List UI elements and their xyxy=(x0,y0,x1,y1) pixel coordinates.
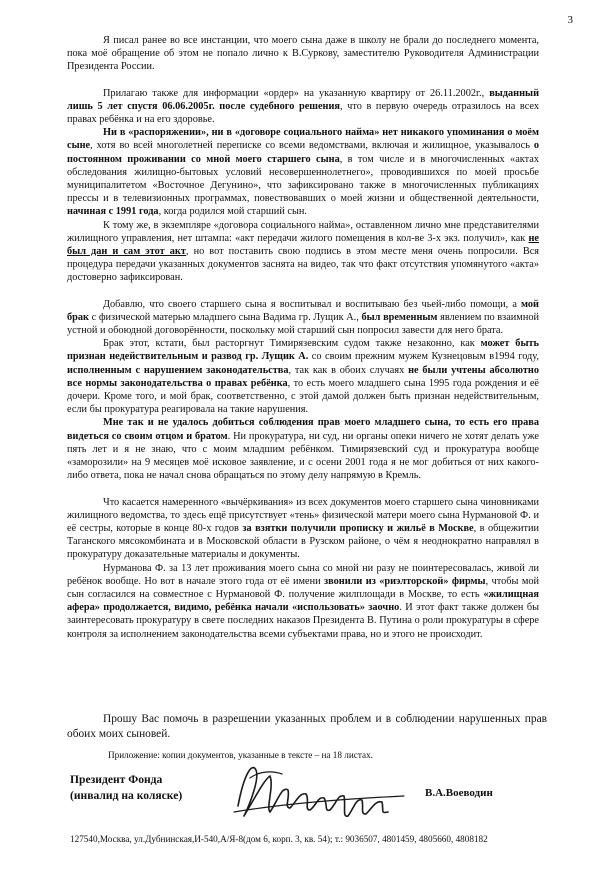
emphasis-text: исполненным с нарушением законодательства xyxy=(67,364,289,376)
text-segment: с физической матерью младшего сына Вадима гр. Лущик А., xyxy=(88,311,362,323)
emphasis-text: выданный лишь 5 лет спустя 06.06.2005г. после судебного решения xyxy=(67,87,539,112)
emphasis-text: не были учтены абсолютно все нормы законодательства о правах ребёнка xyxy=(67,364,539,389)
closing-request: Прошу Вас помочь в разрешении указанных проблем и в соблюдении нарушенных прав обоих моих сыновей. xyxy=(67,713,547,740)
page-number: 3 xyxy=(567,14,573,26)
emphasis-text: был временным xyxy=(361,311,438,323)
emphasis-text: о постоянном проживании со мной моего старшего сына xyxy=(67,140,539,165)
attachment-note: Приложение: копии документов, указанные в тексте – на 18 листах. xyxy=(108,750,373,760)
text-segment: , так как в обоих случаях xyxy=(288,364,409,376)
emphasis-text: Ни в «распоряжении», ни в «договоре социального найма» нет никакого упоминания о моём сыне xyxy=(67,127,539,152)
text-segment: Добавлю, что своего старшего сына я воспитывал и воспитываю без чьей-либо помощи, а xyxy=(103,298,522,310)
signatory-title-line2: (инвалид на коляске) xyxy=(70,789,183,802)
text-segment: со своим прежним мужем Кузнецовым в1994 году, xyxy=(308,351,539,363)
paragraph xyxy=(67,34,539,74)
paragraph xyxy=(67,219,539,285)
text-segment: , чтобы мой сын согласился на совместное с Нурмановой Ф. получение жилплощади в Москве, то есть xyxy=(67,575,539,600)
emphasis-text: звонили из «риэлторской» фирмы xyxy=(324,575,486,587)
emphasis-text: начиная с 1991 года xyxy=(67,206,159,218)
text-segment: , когда родился мой старший сын. xyxy=(158,206,307,218)
emphasis-text: не был дан и сам этот акт xyxy=(67,232,539,258)
signatory-title xyxy=(70,772,182,804)
text-segment: Нурманова Ф. за 13 лет проживания моего сына со мной ни разу не поинтересовалась, живой ли ребёнок вообще. Но вот в начале этого года от её имени xyxy=(67,562,539,587)
text-segment: Прилагаю также для информации «ордер» на указанную квартиру от 26.11.2002г., xyxy=(103,87,490,99)
letter-body xyxy=(67,34,539,641)
paragraph xyxy=(67,126,539,218)
text-segment: К тому же, в экземпляре «договора социального найма», оставленном лично мне представителями жилищного управления, нет штампа: «акт передачи жилого помещения в кол-ве 3-х экз. получил», как xyxy=(67,219,539,244)
text-segment: явлением по взаимной устной и обоюдной договорённости, поскольку мой старший сын попросил завести для него брата. xyxy=(67,311,539,337)
emphasis-text: мой брак xyxy=(67,298,539,323)
emphasis-text: может быть признан недействительным и развод гр. Лущик А. xyxy=(67,338,539,363)
paragraph xyxy=(67,298,539,338)
text-segment: Я писал ранее во все инстанции, что моего сына даже в школу не брали до последнего момента, пока моё обращение об этом не попало лично к В.Суркову, заместителю Руководителя Администрации Президента России. xyxy=(67,35,539,73)
text-segment: . И этот факт также должен бы заинтересовать прокуратуру в свете последних наказов Президента В. Путина о роли прокуратуры в сфере контроля за исполнением законодательства всеми субъектами права, но и этого не происходит. xyxy=(67,602,539,640)
emphasis-text: «жилищная афера» продолжается, видимо, ребёнка начали «использовать» заочно xyxy=(67,588,539,614)
emphasis-text: Мне так и не удалось добиться соблюдения прав моего младшего сына, то есть его права видеться со своим отцом и братом xyxy=(67,417,539,442)
signatory-name: В.А.Воеводин xyxy=(425,787,493,799)
text-segment: , то есть моего младшего сына 1995 года рождения и её дочери. Кроме того, и мой брак, соответственно, с этой дамой должен быть признан недействительным, если бы прокуратура реагировала на такие нарушения. xyxy=(67,377,540,416)
text-segment: , что в первую очередь отразилось на всех правах ребёнка и на его здоровье. xyxy=(67,100,539,126)
emphasis-text: за взятки получили прописку и жильё в Москве xyxy=(242,522,474,534)
text-segment: , в общежитии Таганского мясокомбината и в Московской области в Рузском районе, о чём я неоднократно направлял в прокуратуру доказательные материалы и документы. xyxy=(67,522,539,561)
paragraph xyxy=(67,337,539,416)
paragraph xyxy=(67,562,539,641)
paragraph xyxy=(67,496,539,562)
handwritten-signature xyxy=(230,756,410,828)
text-segment: . Ни прокуратура, ни суд, ни органы опеки ничего не хотят делать уже пять лет и я не знаю, что с моим младшим ребёнком. Тимирязевский суд и прокуратура вообще «заморозили» на 9 месяцев моё исковое заявление, и с осени 2001 года я не мог добиться от них какого-либо ответа, пока не начал снова обращаться по этому делу напрямую в Кремль. xyxy=(67,430,539,482)
footer-address: 127540,Москва, ул.Дубнинская,И-540,А/Я-8(дом 6, корп. 3, кв. 54); т.: 9036507, 4801459, 4805660, 4808182 xyxy=(70,834,488,844)
text-segment: Брак этот, кстати, был расторгнут Тимирязевским судом также незаконно, как xyxy=(103,338,481,350)
paragraph xyxy=(67,416,539,482)
signatory-title-line1: Президент Фонда xyxy=(70,773,163,786)
text-segment: Что касается намеренного «вычёркивания» из всех документов моего старшего сына чиновниками жилищного ведомства, то здесь ещё присутствует «тень» физической матери моего сына Нурмановой Ф. и её сестры, которые в конце 80-х годов xyxy=(67,496,539,534)
text-segment: , в том числе и в многочисленных «актах обследования жилищно-бытовых условий несовершеннолетнего», проводившихся по моей просьбе муниципалитетом «Восточное Дегунино», что зафиксировано также в многочисленных публикациях прессы и в телевизионных программах, повествовавших о моей жизни и общественной деятельности, xyxy=(67,153,539,205)
paragraph xyxy=(67,87,539,127)
text-segment: , хотя во всей многолетней переписке со всеми ведомствами, включая и жилищное, указывалось xyxy=(90,140,534,152)
text-segment: , но вот поставить свою подпись в этом месте меня очень попросили. Вся процедура передачи указанных документов заснята на видео, так что факт отсутствия упомянутого «акта» достоверно зафиксирован. xyxy=(67,246,539,284)
